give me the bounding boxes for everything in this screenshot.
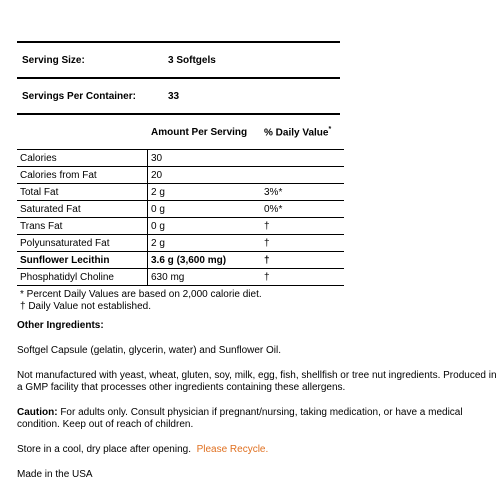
serving-size-row xyxy=(17,43,340,77)
nutrient-name: Polyunsaturated Fat xyxy=(17,235,148,252)
nutrient-amount: 630 mg xyxy=(148,269,262,286)
footnotes xyxy=(17,286,340,313)
serving-size-label: Serving Size: xyxy=(22,54,85,66)
made-in-text: Made in the USA xyxy=(17,469,93,480)
recycle-text: Please Recycle. xyxy=(196,444,269,455)
caution-label: Caution: xyxy=(17,407,58,418)
storage-text: Store in a cool, dry place after opening. xyxy=(17,444,191,455)
nutrient-table xyxy=(17,149,344,286)
nutrient-name: Sunflower Lecithin xyxy=(17,252,148,269)
nutrient-amount: 2 g xyxy=(148,184,262,201)
nutrient-dv: † xyxy=(261,269,344,286)
daily-value-header-mark: * xyxy=(328,125,332,133)
nutrient-name: Calories from Fat xyxy=(17,167,148,184)
serving-size-value: 3 Softgels xyxy=(168,54,216,66)
nutrient-name: Calories xyxy=(17,150,148,167)
nutrient-row-trans-fat xyxy=(17,218,344,235)
nutrient-name: Total Fat xyxy=(17,184,148,201)
nutrient-row-calories xyxy=(17,150,344,167)
nutrient-dv: † xyxy=(261,235,344,252)
nutrient-dv: 3%* xyxy=(261,184,344,201)
daily-value-header xyxy=(264,126,340,138)
nutrient-dv: 0%* xyxy=(261,201,344,218)
storage-paragraph xyxy=(17,444,497,456)
nutrient-dv: † xyxy=(261,218,344,235)
allergen-text: Not manufactured with yeast, wheat, gluten, soy, milk, egg, fish, shellfish or tree nut ingredients. Produced in a GMP facility that processes other ingredients containing these allergens. xyxy=(17,370,497,393)
nutrient-row-polyunsaturated-fat xyxy=(17,235,344,252)
caution-paragraph xyxy=(17,407,497,431)
nutrient-name: Phosphatidyl Choline xyxy=(17,269,148,286)
nutrient-row-total-fat xyxy=(17,184,344,201)
supplement-facts-panel xyxy=(17,41,340,313)
other-info-section xyxy=(17,320,497,494)
daily-value-header-text: % Daily Value xyxy=(264,127,329,139)
nutrient-row-saturated-fat xyxy=(17,201,344,218)
footnote-dv-not-established: † Daily Value not established. xyxy=(20,301,152,312)
nutrient-row-phosphatidyl-choline xyxy=(17,269,344,286)
nutrient-amount: 30 xyxy=(148,150,262,167)
amount-per-serving-header: Amount Per Serving xyxy=(151,126,248,138)
nutrient-amount: 0 g xyxy=(148,201,262,218)
nutrient-amount: 3.6 g (3,600 mg) xyxy=(148,252,262,269)
caution-text: For adults only. Consult physician if pregnant/nursing, taking medication, or have a medical condition. Keep out of reach of children. xyxy=(17,407,463,430)
other-ingredients-header: Other Ingredients: xyxy=(17,320,104,331)
nutrient-amount: 0 g xyxy=(148,218,262,235)
footnote-percent-dv: * Percent Daily Values are based on 2,000 calorie diet. xyxy=(20,289,262,300)
nutrient-dv xyxy=(261,167,344,184)
nutrient-name: Trans Fat xyxy=(17,218,148,235)
servings-per-container-label: Servings Per Container: xyxy=(22,90,136,102)
nutrient-dv: † xyxy=(261,252,344,269)
nutrient-row-calories-from-fat xyxy=(17,167,344,184)
nutrient-amount: 20 xyxy=(148,167,262,184)
nutrient-name: Saturated Fat xyxy=(17,201,148,218)
servings-per-container-value: 33 xyxy=(168,90,180,102)
nutrient-row-sunflower-lecithin xyxy=(17,252,344,269)
servings-per-container-row xyxy=(17,79,340,113)
column-header-row xyxy=(17,115,340,149)
nutrient-amount: 2 g xyxy=(148,235,262,252)
nutrient-dv xyxy=(261,150,344,167)
ingredients-text: Softgel Capsule (gelatin, glycerin, water) and Sunflower Oil. xyxy=(17,345,282,356)
